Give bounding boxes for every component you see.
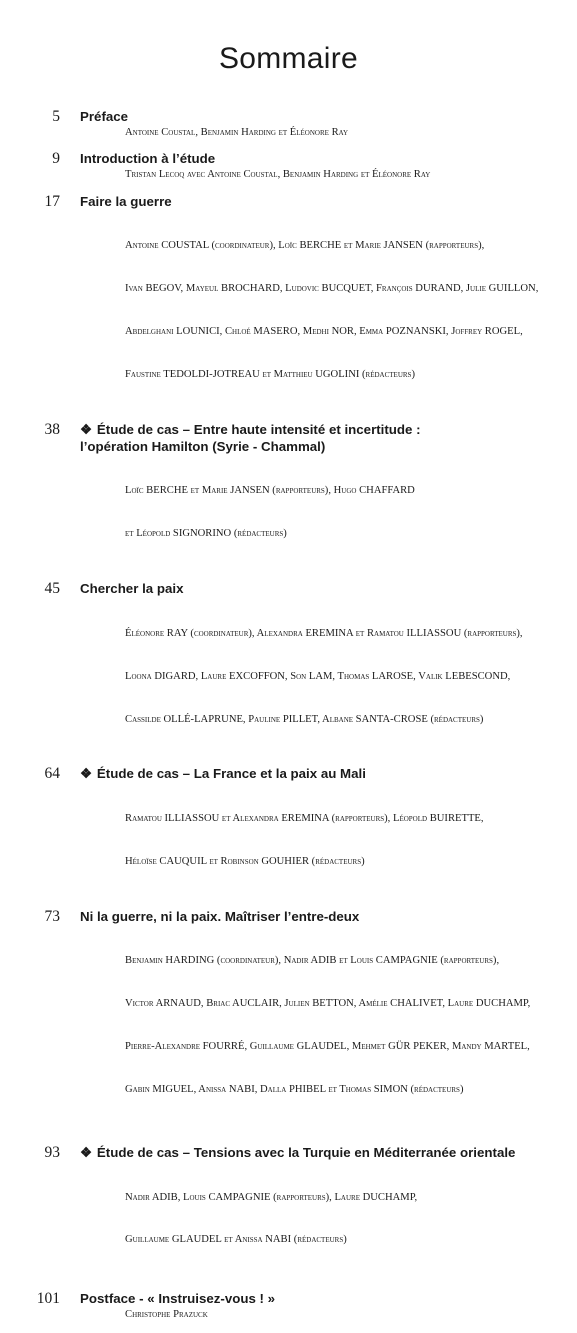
entry-title: ❖ Étude de cas – Entre haute intensité et incertitude : [80, 421, 421, 437]
entry-title: Chercher la paix [80, 581, 184, 597]
entry-title: Ni la guerre, ni la paix. Maîtriser l’entre-deux [80, 908, 360, 924]
author-line: Loïc BERCHE et Marie JANSEN (rapporteurs), Hugo CHAFFARD [125, 485, 415, 497]
page-number: 64 [44, 765, 60, 783]
author-line: Cassilde OLLÉ-LAPRUNE, Pauline PILLET, Albane SANTA-CROSE (rédacteurs) [125, 713, 484, 725]
author-line: Antoine COUSTAL (coordinateur), Loïc BERCHE et Marie JANSEN (rapporteurs), [125, 240, 485, 252]
author-line: Loona DIGARD, Laure EXCOFFON, Son LAM, Thomas LAROSE, Valik LEBESCOND, [125, 670, 511, 682]
page-number: 38 [44, 420, 60, 438]
toc-entry-introduction[interactable] [0, 150, 577, 182]
entry-authors: Antoine Coustal, Benjamin Harding et Éléonore Ray [125, 127, 349, 138]
toc-entry-case-study-hamilton[interactable] [0, 421, 577, 570]
entry-authors [125, 211, 560, 411]
author-line: Faustine TEDOLDI-JOTREAU et Matthieu UGOLINI (rédacteurs) [125, 368, 415, 380]
author-line: Ramatou ILLIASSOU et Alexandra EREMINA (rapporteurs), Léopold BUIRETTE, [125, 812, 484, 824]
entry-authors [125, 783, 560, 897]
author-line: Guillaume GLAUDEL et Anissa NABI (rédacteurs) [125, 1234, 347, 1246]
entry-authors: Christophe Prazuck [125, 1309, 208, 1321]
entry-title-line2: l’opération Hamilton (Syrie - Chammal) [80, 438, 326, 454]
entry-authors [125, 926, 560, 1126]
entry-title: ❖ Étude de cas – La France et la paix au Mali [80, 766, 366, 782]
diamond-bullet-icon: ❖ [80, 421, 92, 437]
entry-title: Postface - « Instruisez-vous ! » [80, 1291, 276, 1307]
toc-entry-case-study-mali[interactable] [0, 765, 577, 897]
page-number: 17 [44, 192, 60, 210]
page-number: 101 [36, 1290, 60, 1308]
entry-authors: Tristan Lecoq avec Antoine Coustal, Benjamin Harding et Éléonore Ray [125, 169, 431, 181]
entry-title: Préface [80, 109, 129, 124]
entry-title: Faire la guerre [80, 193, 172, 209]
entry-authors [125, 456, 560, 570]
entry-title: ❖ Étude de cas – Tensions avec la Turquie en Méditerranée orientale [80, 1144, 516, 1160]
page-title: Sommaire [218, 42, 359, 75]
author-line: Ivan BEGOV, Mayeul BROCHARD, Ludovic BUCQUET, François DURAND, Julie GUILLON, [125, 283, 539, 295]
toc-entry-preface[interactable] [0, 108, 577, 140]
diamond-bullet-icon: ❖ [80, 766, 92, 782]
author-line: Victor ARNAUD, Briac AUCLAIR, Julien BETTON, Amélie CHALIVET, Laure DUCHAMP, [125, 998, 531, 1010]
page-number: 73 [44, 907, 60, 925]
author-line: Pierre-Alexandre FOURRÉ, Guillaume GLAUDEL, Mehmet GÜR PEKER, Mandy MARTEL, [125, 1041, 530, 1053]
author-line: Abdelghani LOUNICI, Chloé MASERO, Medhi NOR, Emma POZNANSKI, Joffrey ROGEL, [125, 325, 523, 337]
page-number: 9 [52, 150, 60, 168]
toc-entry-ni-la-guerre-ni-la-paix[interactable] [0, 908, 577, 1126]
toc-entry-postface[interactable] [0, 1290, 577, 1322]
author-line: Benjamin HARDING (coordinateur), Nadir ADIB et Louis CAMPAGNIE (rapporteurs), [125, 955, 500, 967]
toc-entry-chercher-la-paix[interactable] [0, 580, 577, 755]
toc-entry-faire-la-guerre[interactable] [0, 193, 577, 411]
entry-title: Introduction à l’étude [80, 151, 216, 167]
author-line: et Léopold SIGNORINO (rédacteurs) [125, 528, 287, 540]
author-line: Gabin MIGUEL, Anissa NABI, Dalla PHIBEL et Thomas SIMON (rédacteurs) [125, 1084, 464, 1096]
author-line: Éléonore RAY (coordinateur), Alexandra EREMINA et Ramatou ILLIASSOU (rapporteurs), [125, 627, 523, 639]
diamond-bullet-icon: ❖ [80, 1144, 92, 1160]
table-of-contents [0, 108, 577, 1333]
page-number: 5 [52, 108, 60, 125]
author-line: Nadir ADIB, Louis CAMPAGNIE (rapporteurs), Laure DUCHAMP, [125, 1191, 418, 1203]
entry-authors [125, 1162, 560, 1276]
page-number: 45 [44, 580, 60, 598]
page-number: 93 [44, 1143, 60, 1161]
entry-authors [125, 598, 560, 755]
author-line: Héloïse CAUQUIL et Robinson GOUHIER (rédacteurs) [125, 855, 365, 867]
toc-entry-case-study-turquie[interactable] [0, 1144, 577, 1276]
